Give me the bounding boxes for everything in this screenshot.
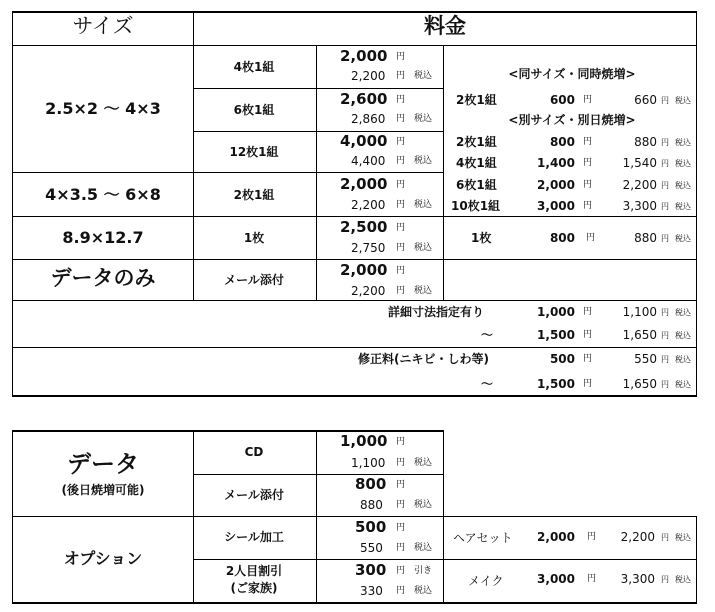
data-title: データ [67, 450, 139, 478]
qty-label: 12枚1組 [229, 145, 279, 159]
data-subtitle: (後日焼増可能) [61, 483, 145, 497]
price-header: 料金 [424, 14, 466, 38]
data-item-label: メール添付 [224, 488, 284, 502]
qty-label: 6枚1組 [233, 103, 275, 117]
option-item-sublabel: (ご家族) [230, 581, 278, 595]
qty-label: メール添付 [224, 273, 284, 287]
size-cell: 8.9×12.7 [62, 228, 144, 247]
qty-label: 2枚1組 [233, 188, 275, 202]
size-cell: データのみ [50, 266, 156, 290]
qty-label: 4枚1組 [233, 60, 275, 74]
size-cell: 4×3.5 〜 6×8 [45, 185, 161, 204]
same-size-title: <同サイズ・同時焼増> [508, 67, 636, 81]
other-size-title: <別サイズ・別日焼増> [508, 113, 636, 127]
option-item-label: シール加工 [224, 530, 284, 544]
option-item-label: 2人目割引 [225, 564, 283, 578]
data-item-label: CD [244, 445, 264, 459]
size-cell: 2.5×2 〜 4×3 [45, 99, 161, 118]
qty-label: 1枚 [243, 231, 265, 245]
size-header: サイズ [72, 14, 134, 38]
option-title: オプション [63, 549, 143, 568]
